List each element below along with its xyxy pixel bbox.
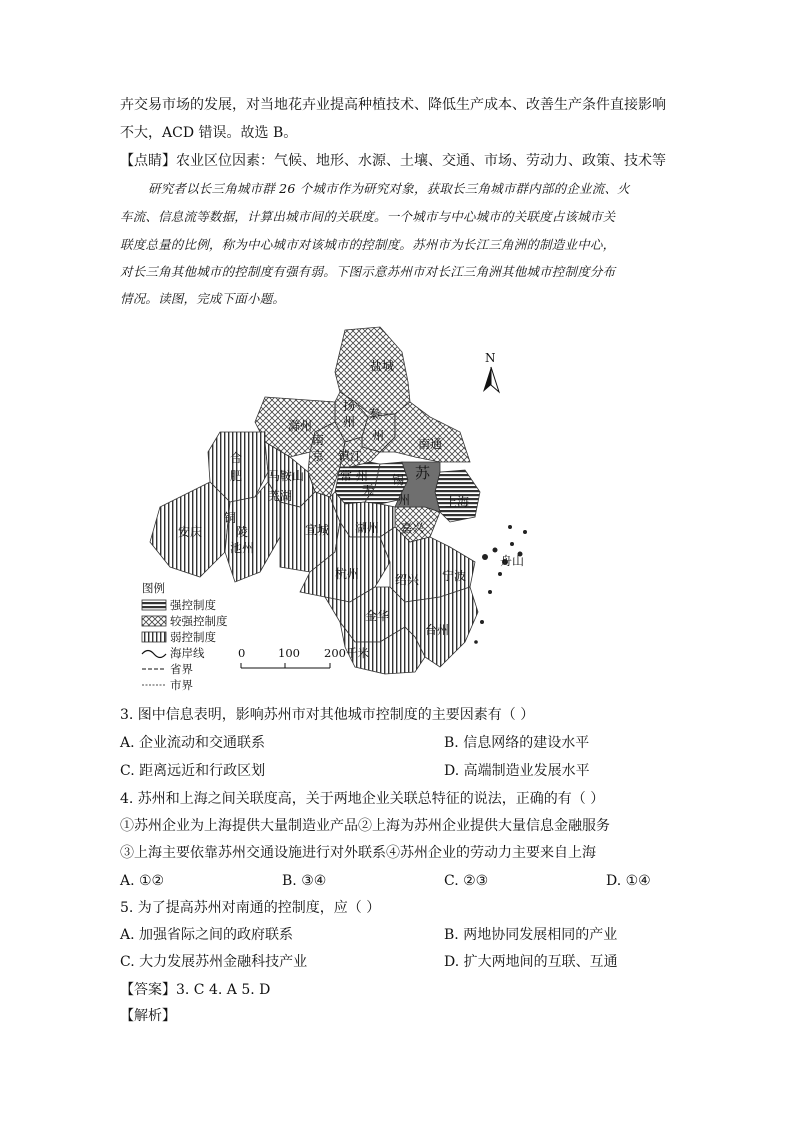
label-hangzhou: 杭州: [335, 567, 360, 581]
legend-coast-line: [142, 651, 166, 658]
label-yang: 扬: [343, 399, 356, 413]
label-huzhou: 湖州: [355, 521, 380, 535]
label-tongling2: 陵: [236, 525, 249, 539]
legend-city: 市界: [170, 678, 193, 692]
q3-option-a[interactable]: A. 企业流动和交通联系: [120, 735, 266, 751]
q5-option-d[interactable]: D. 扩大两地间的互联、互通: [444, 954, 618, 970]
q3-option-d[interactable]: D. 高端制造业发展水平: [444, 763, 590, 779]
legend-medium: 较强控制度: [170, 614, 228, 628]
north-arrow-icon: [483, 351, 499, 392]
zhoushan-islands: [474, 525, 527, 644]
label-ningbo: 宁波: [442, 569, 467, 583]
label-xuancheng: 宣城: [305, 523, 330, 537]
label-zhoushan: 舟山: [500, 554, 525, 568]
intro-line-3: 联度总量的比例，称为中心城市对该城市的控制度。苏州市为长江三角洲的制造业中心，: [120, 237, 616, 252]
legend-swatch-medium: [142, 616, 166, 626]
legend-title: 图例: [142, 581, 165, 595]
label-zhou3: 州: [398, 493, 411, 507]
label-jinhua: 金华: [365, 609, 390, 623]
scale-t1: 100: [278, 646, 300, 660]
north-label: N: [485, 351, 496, 365]
q5-option-a[interactable]: A. 加强省际之间的政府联系: [120, 927, 294, 943]
q4-statements-1: ①苏州企业为上海提供大量制造业产品②上海为苏州企业提供大量信息金融服务: [120, 818, 610, 834]
solution-line-1: 卉交易市场的发展，对当地花卉业提高种植技术、降低生产成本、改善生产条件直接影响: [120, 97, 666, 113]
label-chizhou: 池州: [230, 541, 255, 555]
legend-strong: 强控制度: [170, 598, 216, 612]
scale-bar: [238, 646, 369, 668]
label-wuhu: 芜湖: [268, 489, 293, 503]
q4-statements-2: ③上海主要依靠苏州交通设施进行对外联系④苏州企业的劳动力主要来自上海: [120, 845, 596, 861]
label-su: 苏: [415, 464, 431, 482]
label-taizhou: 台州: [425, 623, 450, 637]
label-jiaxing: 嘉兴: [400, 521, 425, 535]
label-tai: 泰: [368, 407, 381, 421]
q5-option-c[interactable]: C. 大力发展苏州金融科技产业: [120, 954, 308, 970]
label-jing: 京: [312, 449, 325, 463]
legend-coast: 海岸线: [170, 646, 205, 660]
intro-line-4: 对长三角其他城市的控制度有强有弱。下图示意苏州市对长江三角洲其他城市控制度分布: [120, 264, 616, 279]
intro-line-2: 车流、信息流等数据，计算出城市间的关联度。一个城市与中心城市的关联度占该城市关: [120, 209, 616, 224]
map-legend: [142, 581, 228, 692]
answer-line: 【答案】3. C 4. A 5. D: [120, 982, 271, 998]
q3-option-b[interactable]: B. 信息网络的建设水平: [444, 735, 590, 751]
label-shaoxing: 绍兴: [395, 573, 420, 587]
label-yancheng: 盐城: [370, 359, 395, 373]
legend-province: 省界: [170, 662, 193, 676]
label-nan: 南: [312, 433, 325, 447]
intro-line-1: 研究者以长三角城市群 26 个城市作为研究对象，获取长三角城市群内部的企业流、火: [148, 181, 630, 196]
solution-line-2: 不大，ACD 错误。故选 B。: [120, 125, 298, 141]
label-shanghai: 上海: [445, 495, 470, 509]
label-xi: 锡: [392, 473, 405, 487]
q4-stem: 4. 苏州和上海之间关联度高，关于两地企业关联总特征的说法，正确的有（ ）: [120, 791, 605, 807]
q4-option-c[interactable]: C. ②③: [444, 873, 489, 889]
label-chuzhou: 滁州: [288, 419, 313, 433]
label-zhenjiang: 镇江: [338, 449, 363, 463]
q4-option-a[interactable]: A. ①②: [120, 873, 165, 889]
label-anqing: 安庆: [178, 525, 203, 539]
q5-stem: 5. 为了提高苏州对南通的控制度，应（ ）: [120, 900, 381, 916]
label-wu: 无: [362, 483, 375, 497]
label-zhou2: 州: [372, 429, 385, 443]
label-maanshan: 马鞍山: [268, 469, 305, 483]
q3-option-c[interactable]: C. 距离远近和行政区划: [120, 763, 266, 779]
label-zhou1: 州: [343, 415, 356, 429]
legend-swatch-weak: [142, 632, 166, 642]
q4-option-b[interactable]: B. ③④: [282, 873, 327, 889]
analysis-heading: 【解析】: [120, 1008, 176, 1024]
scale-t0: 0: [238, 646, 246, 660]
q5-option-b[interactable]: B. 两地协同发展相同的产业: [444, 927, 618, 943]
label-he: 合: [230, 451, 243, 465]
legend-weak: 弱控制度: [170, 630, 216, 644]
intro-line-5: 情况。读图，完成下面小题。: [120, 291, 286, 306]
label-nantong: 南通: [418, 437, 443, 451]
label-tongling1: 铜: [224, 511, 237, 525]
scale-t2: 200千米: [324, 646, 369, 660]
label-fei: 肥: [230, 469, 243, 483]
q4-option-d[interactable]: D. ①④: [606, 873, 651, 889]
label-changzhou: 常 州: [340, 469, 368, 483]
legend-swatch-strong: [142, 600, 166, 610]
tip-line: 【点睛】农业区位因素：气候、地形、水源、土壤、交通、市场、劳动力、政策、技术等: [120, 153, 666, 169]
control-degree-map: [140, 322, 540, 697]
q3-stem: 3. 图中信息表明，影响苏州市对其他城市控制度的主要因素有（ ）: [120, 707, 535, 723]
